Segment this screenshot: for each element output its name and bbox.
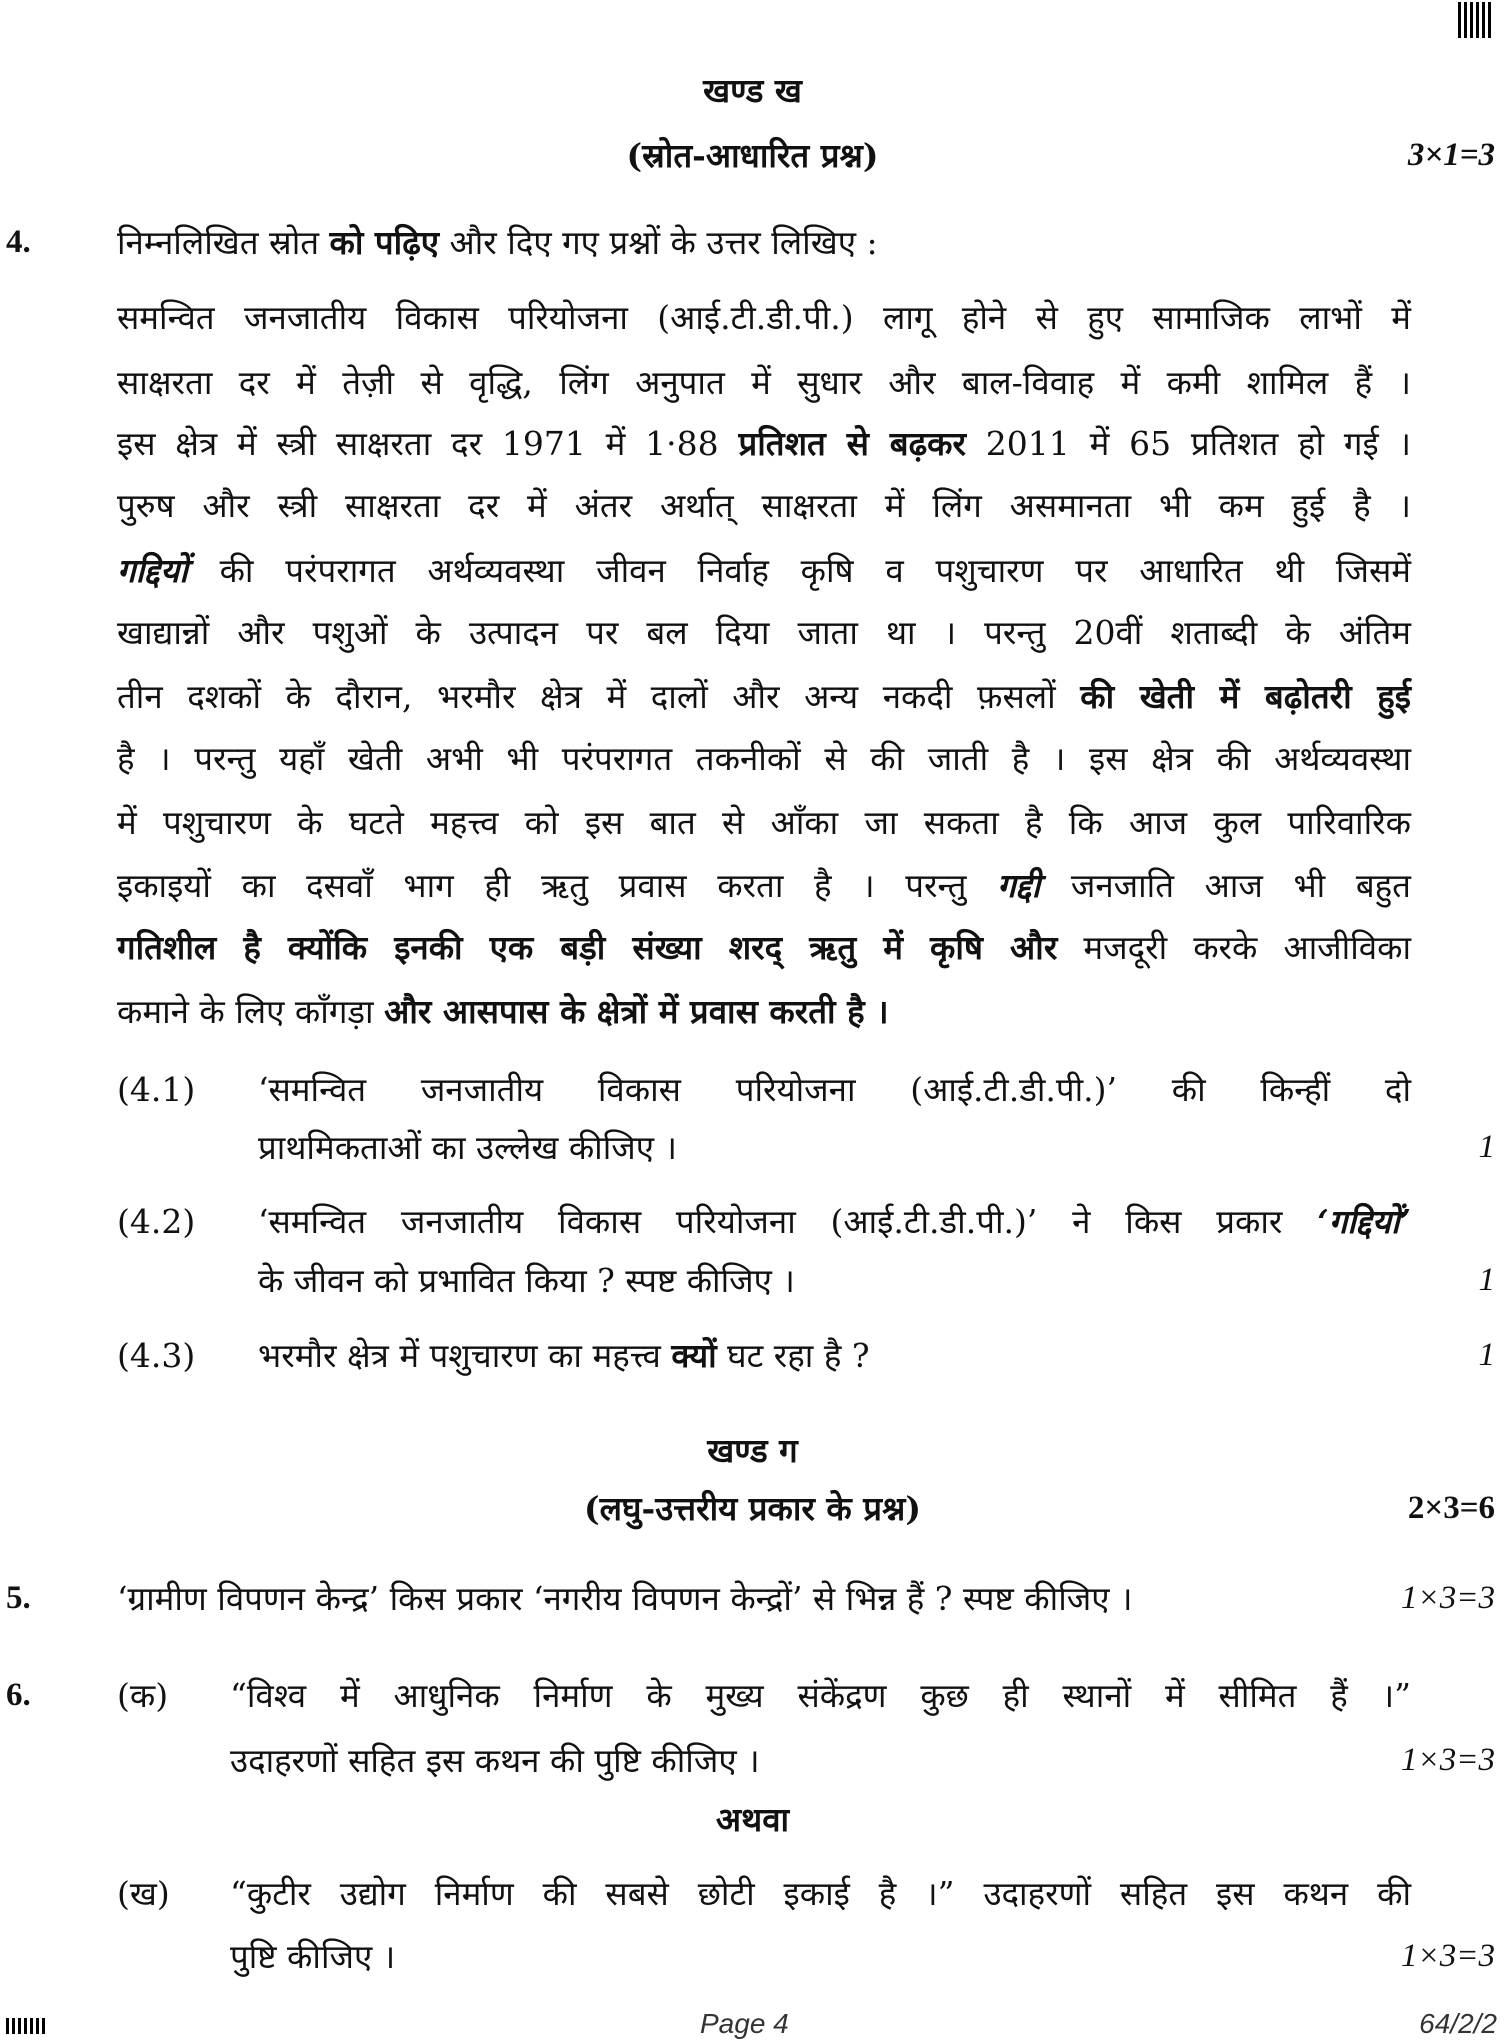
q6-b-marks: 1×3=3 [1400, 1938, 1495, 1975]
page-number: Page 4 [700, 2008, 789, 2039]
passage-line [117, 424, 1411, 464]
passage-line [117, 992, 1411, 1032]
question-number: 6. [6, 1677, 31, 1714]
q6-a-line: उदाहरणों सहित इस कथन की पुष्टि कीजिए । [230, 1741, 760, 1781]
bold-text: और आसपास के क्षेत्रों में प्रवास करती है । [384, 992, 889, 1032]
or-separator: अथवा [715, 1800, 790, 1840]
text-segment: भरमौर क्षेत्र में पशुचारण का महत्त्व [258, 1336, 672, 1376]
q5-text: ‘ग्रामीण विपणन केन्द्र’ किस प्रकार ‘नगरीय विपणन केन्द्रों’ से भिन्न हैं ? स्पष्ट कीजिए । [117, 1579, 1133, 1619]
text-segment: है । परन्तु यहाँ खेती अभी भी परंपरागत तकनीकों से की जाती है । इस क्षेत्र की अर्थव्यवस्था [117, 739, 1411, 779]
text-segment: तीन दशकों के दौरान, भरमौर क्षेत्र में दालों और अन्य नकदी फ़सलों [117, 677, 1081, 717]
section-c-marks: 2×3=6 [1407, 1490, 1495, 1527]
passage-line [117, 298, 1411, 338]
paper-code: 64/2/2 [1419, 2008, 1497, 2039]
q6-b-line: पुष्टि कीजिए । [230, 1937, 396, 1977]
passage-line [117, 928, 1411, 968]
text-segment: समन्वित जनजातीय विकास परियोजना (आई.टी.डी.पी.) लागू होने से हुए सामाजिक लाभों में [117, 298, 1411, 338]
text-segment: घट रहा है ? [716, 1336, 870, 1376]
qr-code-icon [6, 2018, 46, 2034]
passage-line [117, 866, 1411, 906]
q6-a-marks: 1×3=3 [1400, 1742, 1495, 1779]
passage-line [117, 551, 1411, 591]
sub-question-text [258, 1261, 1411, 1301]
text-segment: मजदूरी करके आजीविका [1057, 928, 1411, 968]
text-segment: के जीवन को प्रभावित किया ? स्पष्ट कीजिए । [258, 1261, 795, 1301]
bold-text: गद्दी [997, 866, 1041, 906]
passage-line [117, 486, 1411, 526]
text-segment: इकाइयों का दसवाँ भाग ही ऋतु प्रवास करता है । परन्तु [117, 866, 998, 906]
question-number: 4. [6, 224, 31, 261]
qr-code-icon [1458, 2, 1492, 38]
section-b-title: खण्ड ख [703, 71, 802, 111]
text-segment: खाद्यान्नों और पशुओं के उत्पादन पर बल दिया जाता था । परन्तु 20वीं शताब्दी के अंतिम [117, 613, 1411, 653]
sub-question-marks: 1 [1478, 1337, 1495, 1374]
q6-a-line: “विश्व में आधुनिक निर्माण के मुख्य संकेंद्रण कुछ ही स्थानों में सीमित हैं ।” [230, 1676, 1411, 1716]
text-segment: कमाने के लिए काँगड़ा [117, 992, 385, 1032]
sub-question-marks: 1 [1478, 1129, 1495, 1166]
passage-line [117, 803, 1411, 843]
text-segment: की परंपरागत अर्थव्यवस्था जीवन निर्वाह कृषि व पशुचारण पर आधारित थी जिसमें [187, 551, 1411, 591]
q6-b-line: “कुटीर उद्योग निर्माण की सबसे छोटी इकाई है ।” उदाहरणों सहित इस कथन की [230, 1874, 1411, 1914]
q6-b-label: (ख) [117, 1874, 170, 1914]
sub-question-text [258, 1128, 1411, 1168]
bold-text: को पढ़िए [329, 223, 440, 263]
sub-question-number: (4.1) [117, 1070, 196, 1110]
q4-instruction [117, 223, 878, 263]
text-segment: निम्नलिखित स्रोत [117, 223, 330, 263]
sub-question-number: (4.3) [117, 1336, 196, 1376]
passage-line [117, 677, 1411, 717]
text-segment: और दिए गए प्रश्नों के उत्तर लिखिए : [439, 223, 878, 263]
text-segment: ‘समन्वित जनजातीय विकास परियोजना (आई.टी.डी.पी.)’ की किन्हीं दो [258, 1070, 1411, 1110]
text-segment: में पशुचारण के घटते महत्त्व को इस बात से आँका जा सकता है कि आज कुल पारिवारिक [117, 803, 1411, 843]
bold-text: क्यों [671, 1336, 717, 1376]
bold-text: प्रतिशत से बढ़कर [738, 424, 966, 464]
section-b-subtitle: (स्रोत-आधारित प्रश्न) [626, 136, 879, 176]
sub-question-number: (4.2) [117, 1202, 196, 1242]
sub-question-text [258, 1336, 1411, 1376]
bold-text: गतिशील है क्योंकि इनकी एक बड़ी संख्या शरद् ऋतु में कृषि और [117, 928, 1058, 968]
sub-question-marks: 1 [1478, 1262, 1495, 1299]
passage-line [117, 363, 1411, 403]
bold-text: ‘गद्दियों’ [1317, 1202, 1411, 1242]
sub-question-text [258, 1070, 1411, 1110]
passage-line [117, 739, 1411, 779]
section-b-marks: 3×1=3 [1407, 137, 1495, 174]
section-c-title: खण्ड ग [707, 1431, 798, 1471]
text-segment: प्राथमिकताओं का उल्लेख कीजिए । [258, 1128, 677, 1168]
text-segment: ‘समन्वित जनजातीय विकास परियोजना (आई.टी.डी.पी.)’ ने किस प्रकार [258, 1202, 1318, 1242]
text-segment: साक्षरता दर में तेज़ी से वृद्धि, लिंग अनुपात में सुधार और बाल-विवाह में कमी शामिल हैं । [117, 363, 1411, 403]
passage-line [117, 613, 1411, 653]
text-segment: पुरुष और स्त्री साक्षरता दर में अंतर अर्थात् साक्षरता में लिंग असमानता भी कम हुई है । [117, 486, 1411, 526]
q5-marks: 1×3=3 [1400, 1580, 1495, 1617]
question-number: 5. [6, 1580, 31, 1617]
sub-question-text [258, 1202, 1411, 1242]
bold-text: गद्दियों [117, 551, 188, 591]
bold-text: की खेती में बढ़ोतरी हुई [1080, 677, 1411, 717]
text-segment: इस क्षेत्र में स्त्री साक्षरता दर 1971 में 1·88 [117, 424, 739, 464]
section-c-subtitle: (लघु-उत्तरीय प्रकार के प्रश्न) [584, 1489, 921, 1529]
text-segment: 2011 में 65 प्रतिशत हो गई । [966, 424, 1411, 464]
q6-a-label: (क) [117, 1676, 169, 1716]
text-segment: जनजाति आज भी बहुत [1040, 866, 1411, 906]
